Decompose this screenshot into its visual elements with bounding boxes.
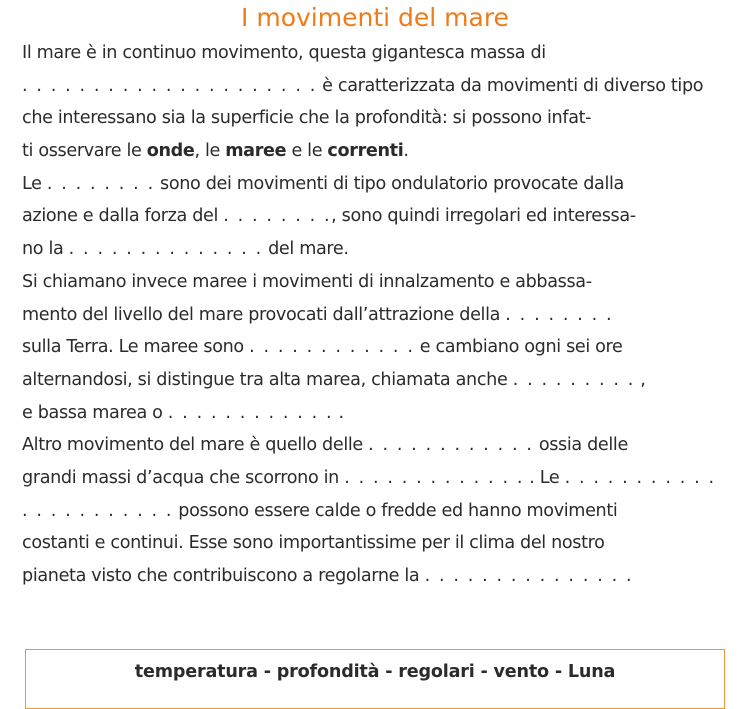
sentence: no la [22, 239, 69, 260]
text-line [22, 462, 728, 495]
text-line [22, 299, 728, 332]
sentence: . [403, 141, 409, 162]
text-line [22, 37, 728, 70]
text-line [22, 495, 728, 528]
fill-blank[interactable]: . . . . . . . . [46, 173, 155, 194]
text-line [22, 102, 728, 135]
sentence: pianeta visto che contribuiscono a regolarne la [22, 566, 425, 586]
sentence: mento del livello del mare provocati dall’attrazione della [22, 304, 506, 325]
fill-blank[interactable]: . . . . . . . . . [512, 369, 635, 390]
text-line [22, 168, 728, 201]
sentence: Il mare è in continuo movimento, questa gigantesca massa di [22, 43, 546, 63]
fill-blank[interactable]: . . . . . . . . [505, 304, 614, 325]
fill-blank[interactable]: . . . . . . . . . . . . [368, 435, 534, 456]
fill-blank[interactable]: . . . . . . . . . . . . . . [68, 239, 263, 260]
sentence: Si chiamano invece maree i movimenti di innalzamento e abbassa- [22, 271, 592, 292]
fill-blank[interactable]: . . . . . . . . . . . . . . . [424, 566, 634, 586]
sentence: del mare. [262, 239, 349, 260]
text-line [22, 527, 728, 560]
sentence: grandi massi d’acqua che scorrono in [22, 467, 345, 488]
fill-blank[interactable]: . . . . . . . . . . . [22, 500, 174, 521]
keyword-correnti: correnti [327, 141, 404, 162]
sentence: sono dei movimenti di tipo ondulatorio provocate dalla [154, 173, 624, 194]
sentence: alternandosi, si distingue tra alta marea, chiamata anche [22, 369, 513, 390]
sentence: azione e dalla forza del [22, 206, 224, 227]
fill-blank[interactable]: . . . . . . . . . . . . . [344, 467, 525, 488]
sentence: e cambiano ogni sei ore [414, 337, 623, 358]
sentence: sulla Terra. Le maree sono [22, 337, 250, 358]
sentence: possono essere calde o fredde ed hanno movimenti [173, 500, 618, 521]
sentence: e le [286, 141, 328, 162]
text-line [22, 70, 728, 103]
sentence: e bassa marea o [22, 402, 168, 423]
text-line [22, 200, 728, 233]
sentence: Le [22, 173, 47, 194]
text-line [22, 266, 728, 299]
sentence: che interessano sia la superficie che la profondità: si possono infat- [22, 108, 592, 129]
page-title: I movimenti del mare [241, 3, 509, 32]
word-bank-box [25, 649, 725, 709]
sentence: , [634, 369, 646, 390]
fill-blank[interactable]: . . . . . . . . . . . [564, 467, 716, 488]
text-line [22, 397, 728, 430]
text-line [22, 364, 728, 397]
fill-blank[interactable]: . . . . . . . . [223, 206, 332, 227]
sentence: costanti e continui. Esse sono importantissime per il clima del nostro [22, 533, 605, 554]
text-line [22, 429, 728, 462]
sentence: ti osservare le [22, 141, 147, 162]
exercise-text [22, 37, 728, 593]
text-line [22, 560, 728, 593]
fill-blank[interactable]: . . . . . . . . . . . . . . . . . . . . . [22, 75, 317, 96]
keyword-onde: onde [146, 141, 195, 162]
text-line [22, 233, 728, 266]
sentence: , sono quindi irregolari ed interessa- [331, 206, 636, 227]
sentence: Altro movimento del mare è quello delle [22, 435, 369, 456]
keyword-maree: maree [225, 141, 287, 162]
text-line [22, 331, 728, 364]
sentence: ossia delle [533, 435, 628, 456]
sentence: . Le [524, 467, 565, 488]
fill-blank[interactable]: . . . . . . . . . . . . [167, 402, 334, 423]
sentence: . [333, 402, 344, 423]
fill-blank[interactable]: . . . . . . . . . . . . [249, 337, 415, 358]
text-line [22, 135, 728, 168]
sentence: , le [194, 141, 226, 162]
word-bank-words: temperatura - profondità - regolari - vento - Luna [134, 662, 616, 682]
sentence: è caratterizzata da movimenti di diverso tipo [316, 75, 704, 96]
